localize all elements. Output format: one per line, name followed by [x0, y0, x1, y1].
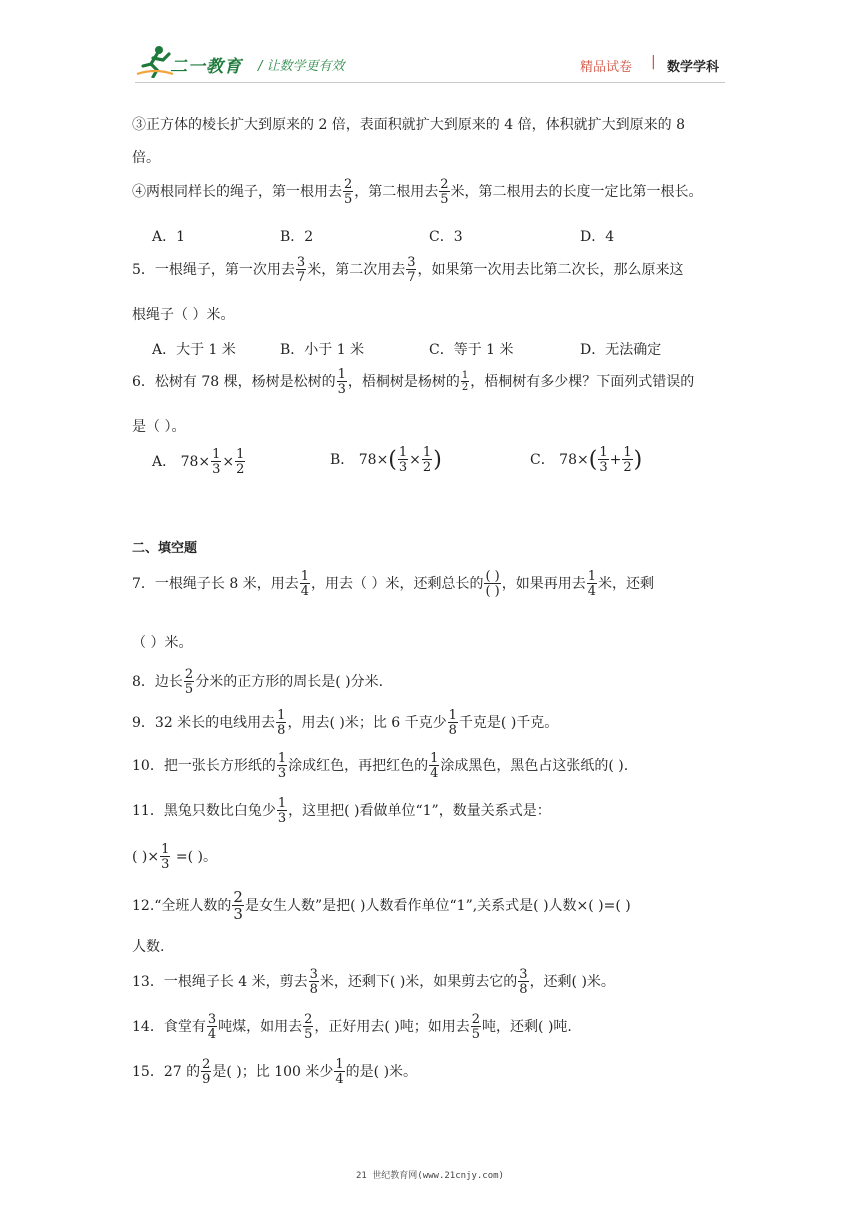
q4-option-b[interactable]: B．2 [280, 229, 314, 245]
fraction-3-7: $\frac{3}{7}$ [296, 255, 306, 285]
q5-line1: 5．一根绳子，第一次用去 $\frac{3}{7}$ 米，第二次用去 $\frac{3}{7}$ ，如果第一次用去比第二次长，那么原来这 [132, 255, 684, 285]
q4-option-c[interactable]: C．3 [429, 229, 463, 245]
fraction-3-7: $\frac{3}{7}$ [407, 255, 416, 285]
fraction-2-5: $\frac{2}{5}$ [440, 177, 449, 207]
item-3-line2: 倍。 [132, 150, 160, 166]
runner-logo-icon [135, 44, 175, 78]
q11-line2: ( )× $\frac{1}{3}$ =( )。 [132, 842, 217, 872]
q11-line1: 11．黑兔只数比白兔少 $\frac{1}{3}$ ，这里把( )看做单位“1”，数量关系式是： [132, 796, 551, 826]
header-slogan: / 让数学更有效 [258, 59, 345, 74]
fraction-3-4: $\frac{3}{4}$ [207, 1012, 217, 1042]
q7-line1: 7．一根绳子长 8 米，用去 $\frac{1}{4}$ ，用去（ ）米，还剩总长的 $\frac{( )}{( )}$ ，如果再用去 $\frac{1}{4}$ 米，还剩 [132, 569, 655, 599]
fraction-1-2: $\frac{1}{2}$ [461, 370, 469, 393]
blank-fraction: $\frac{( )}{( )}$ [485, 569, 500, 599]
q5-option-a[interactable]: A．大于 1 米 [152, 342, 236, 358]
q5-line2: 根绳子（ ）米。 [132, 307, 235, 323]
fraction-3-8: $\frac{3}{8}$ [309, 967, 318, 997]
q7-line2: （ ）米。 [132, 635, 193, 651]
page-footer: 21 世纪教育网(www.21cnjy.com) [356, 1171, 504, 1181]
fraction-1-4: $\frac{1}{4}$ [335, 1057, 344, 1087]
q12-line1: 12.“全班人数的 $\frac{2}{3}$ 是女生人数”是把( )人数看作单位“1”,关系式是( )人数×( )=( ) [132, 888, 631, 923]
q12-line2: 人数. [132, 939, 165, 955]
item-3-line1: ③正方体的棱长扩大到原来的 2 倍，表面积就扩大到原来的 4 倍，体积就扩大到原来的 8 [132, 117, 685, 133]
fraction-1-3: $\frac{1}{3}$ [161, 842, 170, 872]
q5-option-b[interactable]: B．小于 1 米 [280, 342, 365, 358]
q5-option-d[interactable]: D．无法确定 [580, 342, 662, 358]
fraction-2-5: $\frac{2}{5}$ [184, 667, 194, 697]
q6-option-b[interactable]: B． 78×( $\frac{1}{3}$ × $\frac{1}{2}$ ) [330, 445, 442, 475]
fraction-1-3: $\frac{1}{3}$ [277, 751, 287, 781]
q4-option-a[interactable]: A．1 [152, 229, 186, 245]
header-subject: 数学学科 [667, 60, 720, 75]
header-separator: | [651, 54, 656, 70]
fraction-1-8: $\frac{1}{8}$ [277, 708, 286, 738]
fraction-1-8: $\frac{1}{8}$ [448, 708, 457, 738]
fraction-2-5: $\frac{2}{5}$ [304, 1012, 313, 1042]
header-divider [135, 82, 725, 83]
q14-line: 14．食堂有 $\frac{3}{4}$ 吨煤，如用去 $\frac{2}{5}$ ，正好用去( )吨；如用去 $\frac{2}{5}$ 吨，还剩( )吨. [132, 1012, 572, 1042]
fraction-2-9: $\frac{2}{9}$ [202, 1057, 211, 1087]
fraction-2-5: $\frac{2}{5}$ [344, 177, 353, 207]
q6-line2: 是（ ）。 [132, 419, 186, 435]
q8-line: 8．边长 $\frac{2}{5}$ 分米的正方形的周长是( )分米. [132, 667, 384, 697]
fraction-2-3: $\frac{2}{3}$ [233, 888, 243, 923]
fraction-1-4: $\frac{1}{4}$ [430, 751, 439, 781]
header-tag: 精品试卷 [580, 60, 633, 75]
q6-option-c[interactable]: C． 78×( $\frac{1}{3}$ + $\frac{1}{2}$ ) [530, 445, 643, 475]
section-title-fill-in: 二、填空题 [132, 541, 198, 556]
q9-line: 9．32 米长的电线用去 $\frac{1}{8}$ ，用去( )米；比 6 千克少 $\frac{1}{8}$ 千克是( )千克。 [132, 708, 559, 738]
q15-line: 15．27 的 $\frac{2}{9}$ 是( )；比 100 米少 $\frac{1}{4}$ 的是( )米。 [132, 1057, 418, 1087]
item-4-line: ④两根同样长的绳子，第一根用去 $\frac{2}{5}$ ，第二根用去 $\frac{2}{5}$ 米，第二根用去的长度一定比第一根长。 [132, 177, 703, 207]
fraction-1-3: $\frac{1}{3}$ [277, 796, 287, 826]
q10-line: 10．把一张长方形纸的 $\frac{1}{3}$ 涂成红色，再把红色的 $\frac{1}{4}$ 涂成黑色，黑色占这张纸的( ). [132, 751, 629, 781]
q6-option-a[interactable]: A． 78× $\frac{1}{3}$ × $\frac{1}{2}$ [152, 447, 245, 477]
q6-line1: 6．松树有 78 棵，杨树是松树的 $\frac{1}{3}$ ，梧桐树是杨树的 $\frac{1}{2}$ ，梧桐树有多少棵？下面列式错误的 [132, 367, 695, 397]
q5-option-c[interactable]: C．等于 1 米 [429, 342, 514, 358]
fraction-2-5: $\frac{2}{5}$ [471, 1012, 481, 1042]
fraction-1-4: $\frac{1}{4}$ [587, 569, 597, 599]
q4-option-d[interactable]: D．4 [580, 229, 615, 245]
fraction-1-3: $\frac{1}{3}$ [337, 367, 346, 397]
q13-line: 13．一根绳子长 4 米，剪去 $\frac{3}{8}$ 米，还剩下( )米，如果剪去它的 $\frac{3}{8}$ ，还剩( )米。 [132, 967, 615, 997]
fraction-1-4: $\frac{1}{4}$ [300, 569, 309, 599]
fraction-3-8: $\frac{3}{8}$ [519, 967, 528, 997]
brand-name: 二一教育 [170, 57, 242, 77]
